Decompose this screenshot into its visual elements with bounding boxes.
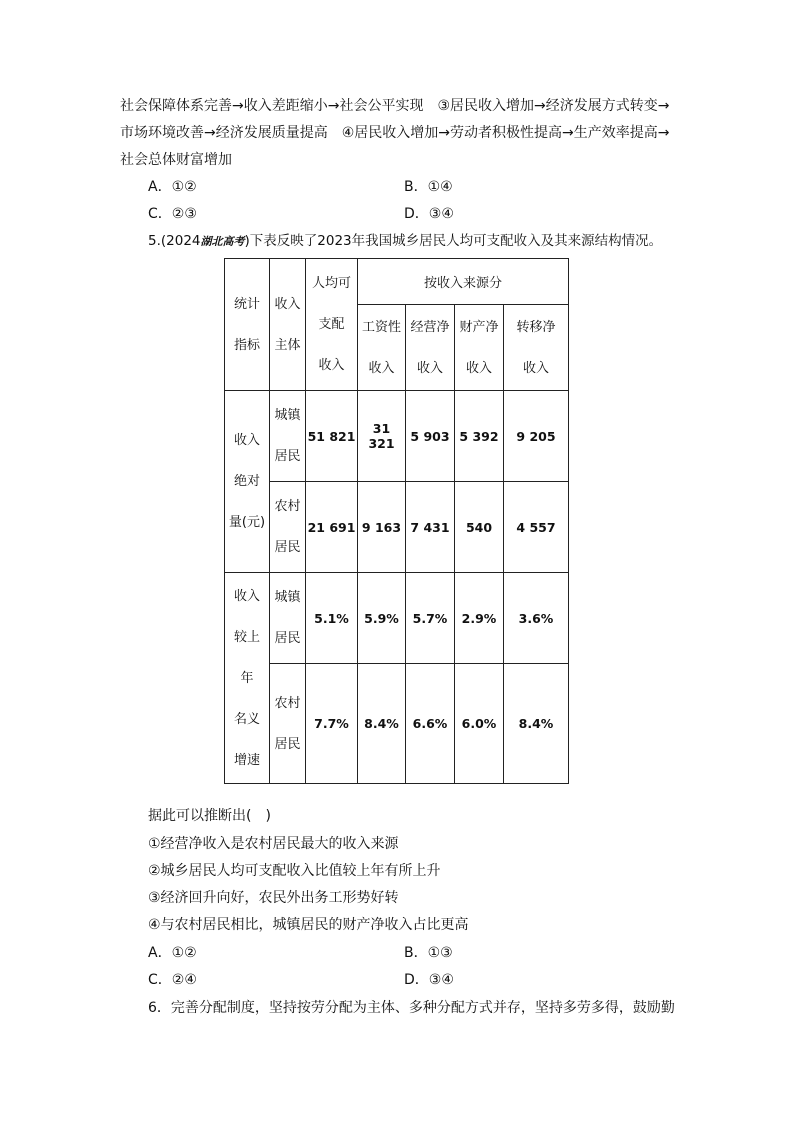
q5-statement-2: ②城乡居民人均可支配收入比值较上年有所上升 <box>148 863 441 879</box>
intro-line-1: 社会保障体系完善→收入差距缩小→社会公平实现 ③居民收入增加→经济发展方式转变→ <box>120 98 670 114</box>
subject-urban: 城镇 居民 <box>270 391 306 482</box>
q6-stem: 6．完善分配制度，坚持按劳分配为主体、多种分配方式并存，坚持多劳多得，鼓励勤 <box>148 1000 675 1016</box>
header-stat-indicator: 统计 指标 <box>225 259 270 391</box>
abs-rural-property: 540 <box>455 482 504 573</box>
growth-rural-property: 6.0% <box>455 664 504 784</box>
header-by-source: 按收入来源分 <box>358 259 569 305</box>
table-row <box>225 482 569 573</box>
abs-urban-property: 5 392 <box>455 391 504 482</box>
header-property-income: 财产净 收入 <box>455 305 504 391</box>
table-row <box>225 573 569 664</box>
header-transfer-income: 转移净 收入 <box>504 305 569 391</box>
group-absolute-label: 收入 绝对 量(元) <box>225 391 270 573</box>
header-income-subject: 收入 主体 <box>270 259 306 391</box>
group-growth-label: 收入 较上 年 名义 增速 <box>225 573 270 784</box>
growth-urban-business: 5.7% <box>406 573 455 664</box>
q5-option-c: C．②④ <box>148 972 197 988</box>
intro-line-3: 社会总体财富增加 <box>120 152 232 168</box>
q5-stem <box>148 231 662 252</box>
abs-rural-wage: 9 163 <box>358 482 406 573</box>
q5-stem-prefix: 5.(2024 <box>148 233 201 249</box>
q4-option-c: C．②③ <box>148 206 197 222</box>
abs-urban-wage: 31 321 <box>358 391 406 482</box>
header-per-capita-income: 人均可 支配 收入 <box>306 259 358 391</box>
income-table <box>224 258 569 784</box>
abs-urban-business: 5 903 <box>406 391 455 482</box>
abs-rural-total: 21 691 <box>306 482 358 573</box>
q4-option-a: A．①② <box>148 179 197 195</box>
abs-urban-total: 51 821 <box>306 391 358 482</box>
subject-rural: 农村 居民 <box>270 664 306 784</box>
intro-line-2: 市场环境改善→经济发展质量提高 ④居民收入增加→劳动者积极性提高→生产效率提高→ <box>120 125 670 141</box>
q5-statement-4: ④与农村居民相比，城镇居民的财产净收入占比更高 <box>148 917 469 933</box>
q5-statement-3: ③经济回升向好，农民外出务工形势好转 <box>148 890 399 906</box>
abs-rural-transfer: 4 557 <box>504 482 569 573</box>
growth-rural-transfer: 8.4% <box>504 664 569 784</box>
header-business-income: 经营净 收入 <box>406 305 455 391</box>
q5-option-a: A．①② <box>148 945 197 961</box>
q5-option-b: B．①③ <box>404 945 453 961</box>
growth-urban-wage: 5.9% <box>358 573 406 664</box>
q4-option-b: B．①④ <box>404 179 453 195</box>
abs-rural-business: 7 431 <box>406 482 455 573</box>
q5-stem-suffix: )下表反映了2023年我国城乡居民人均可支配收入及其来源结构情况。 <box>244 233 663 249</box>
header-wage-income: 工资性 收入 <box>358 305 406 391</box>
abs-urban-transfer: 9 205 <box>504 391 569 482</box>
growth-rural-wage: 8.4% <box>358 664 406 784</box>
growth-urban-property: 2.9% <box>455 573 504 664</box>
subject-rural: 农村 居民 <box>270 482 306 573</box>
subject-urban: 城镇 居民 <box>270 573 306 664</box>
q5-prompt: 据此可以推断出( ) <box>148 808 271 824</box>
q5-option-d: D．③④ <box>404 972 454 988</box>
q5-source-tag: 湖北高考 <box>200 235 245 248</box>
table-row <box>225 391 569 482</box>
q4-option-d: D．③④ <box>404 206 454 222</box>
q5-statement-1: ①经营净收入是农村居民最大的收入来源 <box>148 836 399 852</box>
table-row <box>225 664 569 784</box>
growth-rural-business: 6.6% <box>406 664 455 784</box>
growth-rural-total: 7.7% <box>306 664 358 784</box>
growth-urban-transfer: 3.6% <box>504 573 569 664</box>
growth-urban-total: 5.1% <box>306 573 358 664</box>
